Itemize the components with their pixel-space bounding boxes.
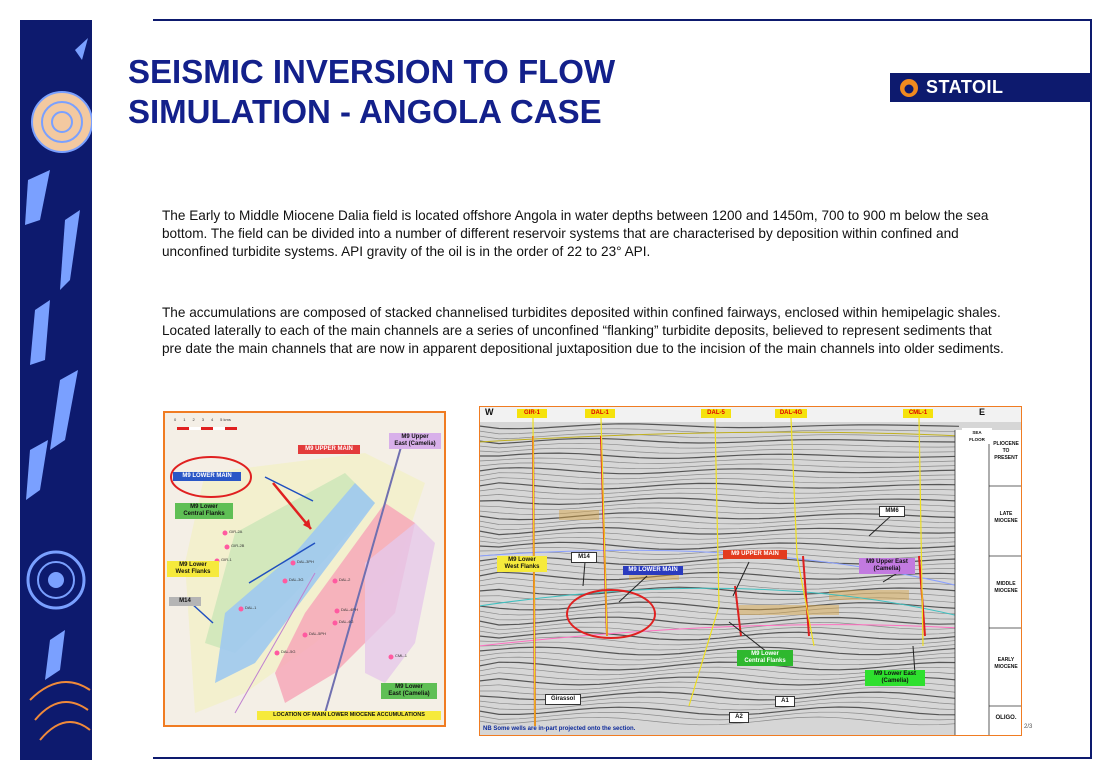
well-label: GIR-1 [221,557,232,562]
age-early-miocene: EARLY MIOCENE [994,657,1018,670]
body-paragraph-1: The Early to Middle Miocene Dalia field is located offshore Angola in water depths between 1200 and 1450m, 700 to 900 m below the sea bottom. The field can be divided into a number of different reservoir systems that are characterised by deposition within confined and unconfined turbidite systems. API gravity of the oil is in the order of 22 to 23° API. [162,208,989,259]
well-label: DAL-2 [339,577,351,582]
well-label: GIR-2A [229,529,243,534]
section-label-m9-lower-main: M9 LOWER MAIN [623,566,683,575]
statoil-logo [890,73,1092,102]
age-late-miocene: LATE MIOCENE [994,511,1018,524]
map-label-m14: M14 [169,597,201,606]
statoil-logo-icon [898,77,920,99]
map-well-labels [165,413,444,725]
frame-right-line [1090,19,1092,759]
section-label-m9-upper-main: M9 UPPER MAIN [723,550,787,559]
section-label-west: W [485,407,494,417]
title-line-1: SEISMIC INVERSION TO FLOW [128,53,616,90]
seismic-section [479,406,1022,736]
page-title [128,52,728,132]
age-oligocene: OLIGO. [995,715,1017,721]
well-label: DAL-3PH [297,559,314,564]
section-label-east: E [979,407,986,417]
fossil-decoration-icon [20,20,92,760]
well-label: DAL-1 [245,605,257,610]
title-line-2: SIMULATION - ANGOLA CASE [128,93,602,130]
well-label: DAL-3G [289,577,304,582]
section-label-m9-upper-east: M9 Upper East (Camelia) [859,558,915,574]
section-label-m9-lower-west: M9 Lower West Flanks [497,556,547,572]
frame-top-line [153,19,1091,21]
map-label-m9-upper-main: M9 UPPER MAIN [298,445,360,454]
section-label-m9-lower-central: M9 Lower Central Flanks [737,650,793,666]
section-label-m14: M14 [571,552,597,563]
scale-label: 3 [201,417,204,422]
age-pliocene: PLIOCENE TO PRESENT [993,441,1019,461]
decorative-sidebar [20,20,92,760]
map-label-m9-upper-east: M9 Upper East (Camelia) [389,433,441,449]
well-label: DAL-5PH [309,631,326,636]
body-paragraph-2: The accumulations are composed of stacked channelised turbidites deposited within confined fairways, enclosed within hemipelagic shales. Located laterally to each of the main channels are a series of unconfined “flanking” turbidite deposits, believed to represent sediments that pre date the main channels that are now in apparent depositional juxtaposition due to the incision of the main channels into older sediments. [162,305,1004,356]
age-middle-miocene: MIDDLE MIOCENE [994,581,1018,594]
section-footnote: NB Some wells are in-part projected onto the section. [483,726,636,732]
seismic-graphic [479,406,1022,736]
section-label-mm6: MM6 [879,506,905,517]
well-label: GIR-2B [231,543,245,548]
well-label: DAL-4G [339,619,354,624]
map-label-m9-lower-main: M9 LOWER MAIN [173,472,241,481]
well-label: DAL-5G [281,649,296,654]
section-well-gir-1: GIR-1 [517,409,547,418]
section-label-a1: A1 [775,696,795,707]
scale-label: 5 kms [220,417,231,422]
scale-label: 4 [210,417,214,422]
scale-label: 1 [183,417,186,422]
section-label-m9-lower-east: M9 Lower East (Camelia) [865,670,925,686]
map-caption: LOCATION OF MAIN LOWER MIOCENE ACCUMULATIONS [257,711,441,720]
location-map [163,411,446,727]
section-label-a2: A2 [729,712,749,723]
frame-bottom-line [153,757,1092,759]
section-well-cml-1: CML-1 [903,409,933,418]
section-well-dal-1: DAL-1 [585,409,615,418]
map-label-m9-lower-east: M9 Lower East (Camelia) [381,683,437,699]
page-mark: 2/3 [1024,724,1033,730]
section-well-dal-5: DAL-5 [701,409,731,418]
map-label-m9-lower-central: M9 Lower Central Flanks [175,503,233,519]
well-label: DAL-4PH [341,607,358,612]
scale-label: 2 [192,417,195,422]
scale-label: 0 [174,417,177,422]
well-label: CML-1 [395,653,408,658]
logo-text: STATOIL [926,77,1004,97]
section-label-girassol: Girassol [545,694,581,705]
section-sea-floor-label: SEA FLOOR [962,428,992,444]
map-label-m9-lower-west: M9 Lower West Flanks [167,561,219,577]
section-well-dal-4g: DAL-4G [775,409,807,418]
